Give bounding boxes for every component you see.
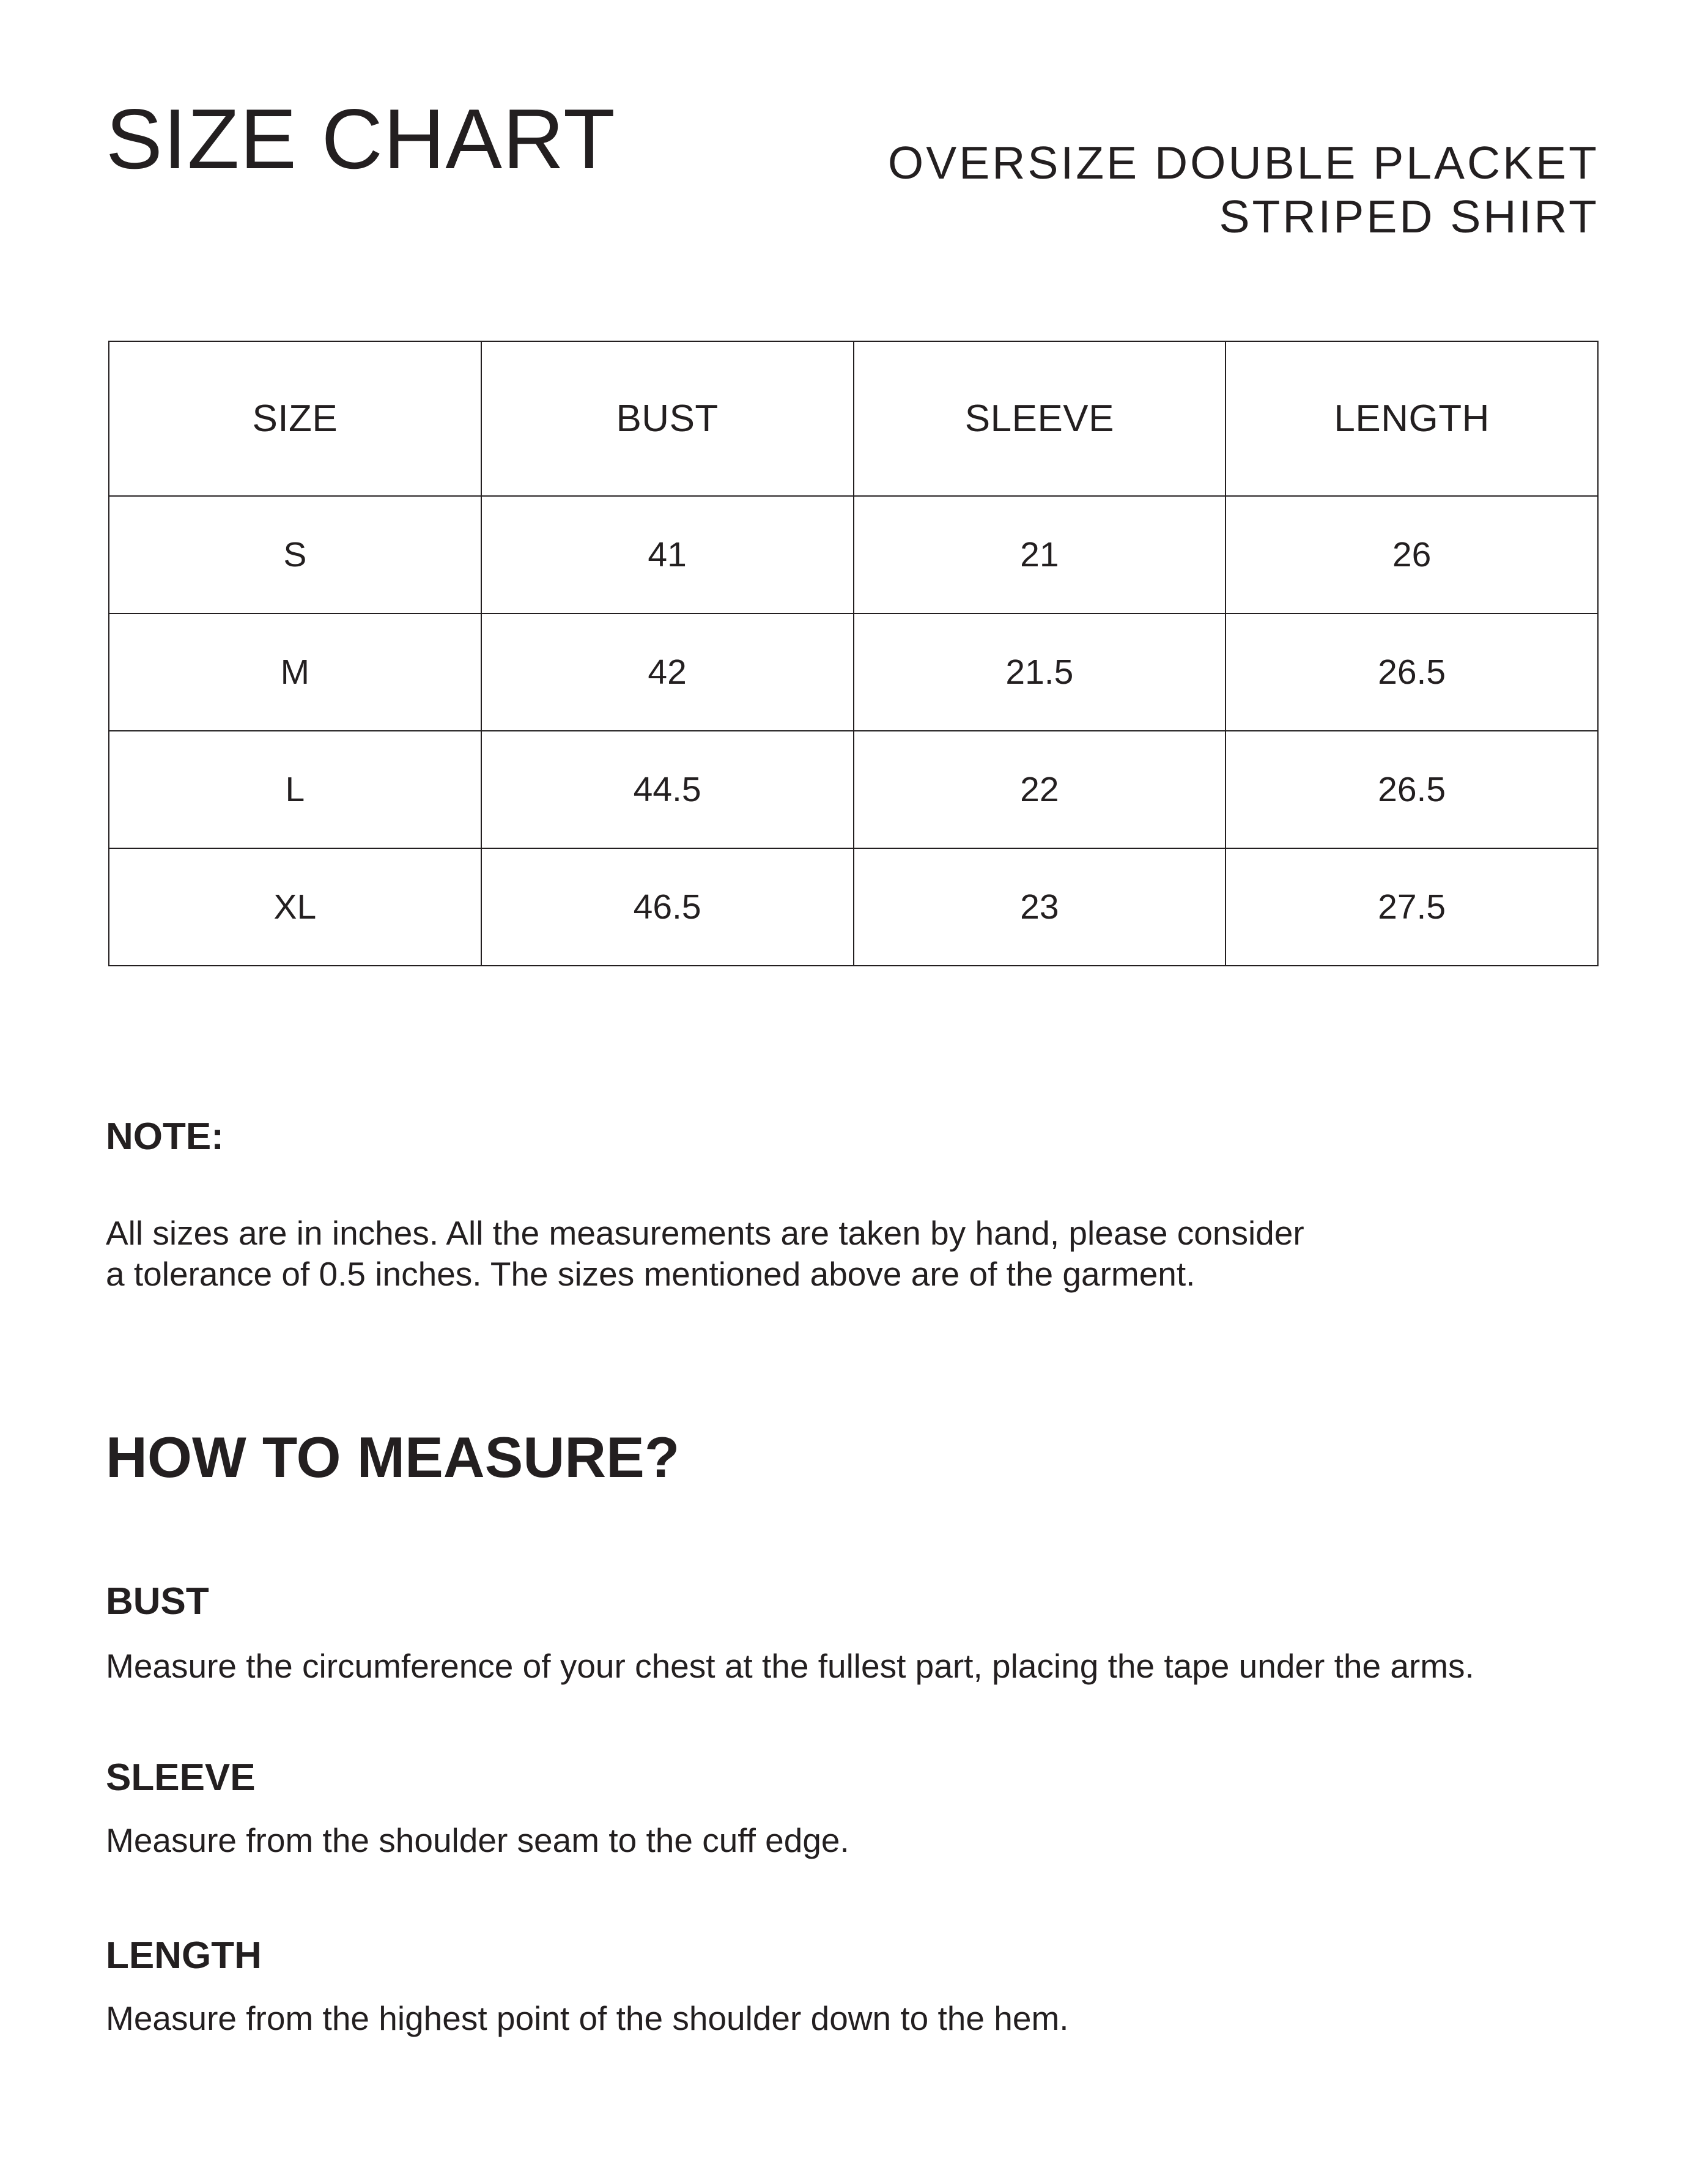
product-name-line-1: OVERSIZE DOUBLE PLACKET: [887, 137, 1599, 188]
page-title: SIZE CHART: [106, 92, 616, 187]
length-instruction: Measure from the highest point of the shoulder down to the hem.: [106, 1999, 1069, 2037]
column-header-sleeve: SLEEVE: [854, 341, 1226, 496]
column-header-length: LENGTH: [1226, 341, 1598, 496]
cell-bust: 41: [481, 496, 854, 613]
cell-sleeve: 21.5: [854, 613, 1226, 731]
cell-size: M: [109, 613, 481, 731]
cell-sleeve: 21: [854, 496, 1226, 613]
cell-bust: 44.5: [481, 731, 854, 848]
cell-sleeve: 23: [854, 848, 1226, 966]
cell-size: L: [109, 731, 481, 848]
cell-length: 27.5: [1226, 848, 1598, 966]
cell-sleeve: 22: [854, 731, 1226, 848]
size-table: [108, 341, 1599, 966]
note-text-line-2: a tolerance of 0.5 inches. The sizes mentioned above are of the garment.: [106, 1255, 1196, 1293]
cell-bust: 42: [481, 613, 854, 731]
table-header-row: [109, 341, 1598, 496]
column-header-size: SIZE: [109, 341, 481, 496]
bust-heading: BUST: [106, 1580, 209, 1623]
sleeve-heading: SLEEVE: [106, 1756, 256, 1799]
column-header-bust: BUST: [481, 341, 854, 496]
how-to-measure-heading: HOW TO MEASURE?: [106, 1425, 680, 1489]
length-heading: LENGTH: [106, 1934, 262, 1977]
cell-length: 26: [1226, 496, 1598, 613]
product-name-line-2: STRIPED SHIRT: [1219, 191, 1599, 242]
sleeve-instruction: Measure from the shoulder seam to the cuff edge.: [106, 1821, 849, 1859]
note-text: [106, 1213, 1512, 1295]
cell-size: XL: [109, 848, 481, 966]
cell-bust: 46.5: [481, 848, 854, 966]
cell-size: S: [109, 496, 481, 613]
cell-length: 26.5: [1226, 613, 1598, 731]
note-text-line-1: All sizes are in inches. All the measurements are taken by hand, please consider: [106, 1214, 1304, 1252]
note-heading: NOTE:: [106, 1116, 224, 1158]
bust-instruction: Measure the circumference of your chest at the fullest part, placing the tape under the arms.: [106, 1647, 1474, 1685]
table-row: [109, 613, 1598, 731]
table-row: [109, 848, 1598, 966]
table-row: [109, 496, 1598, 613]
product-name: [743, 136, 1599, 243]
cell-length: 26.5: [1226, 731, 1598, 848]
table-row: [109, 731, 1598, 848]
